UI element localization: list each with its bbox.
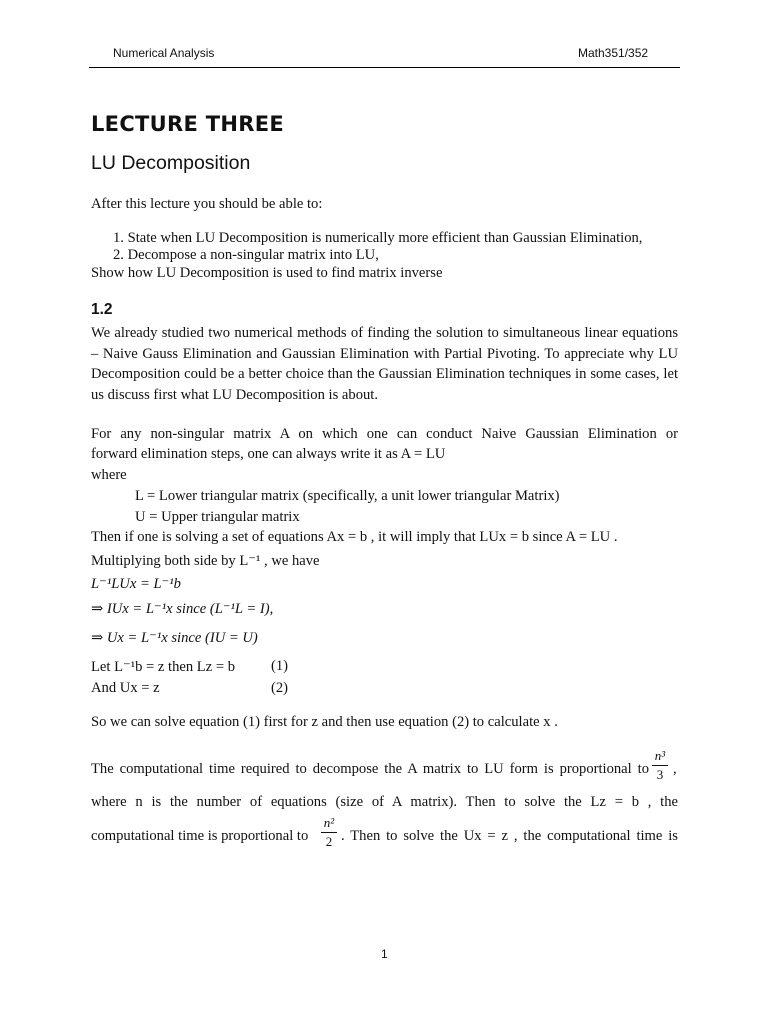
objective-3: Show how LU Decomposition is used to find matrix inverse: [91, 265, 443, 281]
computation-line-1-comma: ,: [673, 761, 677, 777]
objective-2: 2. Decompose a non-singular matrix into LU,: [113, 247, 379, 263]
paragraph-intro: We already studied two numerical methods of finding the solution to simultaneous linear equations – Naive Gauss Elimination and Gaussian Elimination with Partial Pivoting. To appreciate why LU Decomposition could be a better choice than the Gaussian Elimination techniques in some cases, let us discuss first what LU Decomposition is about.: [91, 325, 678, 403]
lecture-title: LECTURE THREE: [91, 112, 285, 136]
computation-line-2: where n is the number of equations (size of A matrix). Then to solve the Lz = b , the: [91, 794, 678, 810]
definition-U: U = Upper triangular matrix: [135, 509, 300, 525]
section-title: LU Decomposition: [91, 152, 251, 174]
header-rule: [89, 67, 680, 68]
running-header-right: Math351/352: [578, 46, 649, 60]
where-label: where: [91, 467, 127, 483]
equation-3: ⇒ Ux = L⁻¹x since (IU = U): [91, 630, 258, 646]
computation-line-1: The computational time required to decompose the A matrix to LU form is proportional to: [91, 761, 649, 777]
fraction-1-denominator: 3: [656, 767, 664, 782]
fraction-2-bar: [321, 832, 337, 833]
computation-line-3-start: computational time is proportional to: [91, 828, 309, 844]
fraction-2-numerator: n²: [323, 815, 335, 830]
page-number: 1: [381, 947, 388, 961]
intro-text: After this lecture you should be able to:: [91, 196, 323, 212]
equation-tag-1: (1): [271, 658, 289, 674]
solve-order-line: So we can solve equation (1) first for z and then use equation (2) to calculate x .: [91, 714, 558, 730]
fraction-n-squared-over-2: [321, 815, 337, 850]
objective-1: 1. State when LU Decomposition is numerically more efficient than Gaussian Elimination,: [113, 230, 643, 246]
equation-tag-2: (2): [271, 680, 289, 696]
running-header-left: Numerical Analysis: [113, 46, 215, 60]
multiply-line: Multiplying both side by L⁻¹ , we have: [91, 553, 320, 569]
let-equation: Let L⁻¹b = z then Lz = b: [91, 659, 236, 675]
fraction-n-cubed-over-3: [652, 748, 668, 783]
solve-equations-line: Then if one is solving a set of equations Ax = b , it will imply that LUx = b since A = LU .: [91, 529, 618, 545]
fraction-2-denominator: 2: [325, 834, 333, 849]
fraction-1-numerator: n³: [654, 748, 666, 763]
paragraph-nonsingular-line2: forward elimination steps, one can always write it as A = LU: [91, 446, 446, 462]
equation-1: L⁻¹LUx = L⁻¹b: [91, 576, 181, 592]
subsection-number: 1.2: [91, 301, 113, 318]
paragraph-nonsingular-line1: For any non-singular matrix A on which one can conduct Naive Gaussian Elimination or: [91, 426, 678, 442]
definition-L: L = Lower triangular matrix (specifically, a unit lower triangular Matrix): [135, 488, 560, 504]
equation-2: ⇒ IUx = L⁻¹x since (L⁻¹L = I),: [91, 601, 274, 617]
fraction-1-bar: [652, 765, 668, 766]
and-equation: And Ux = z: [91, 680, 160, 696]
computation-line-3-end: . Then to solve the Ux = z , the computational time is: [341, 828, 678, 844]
